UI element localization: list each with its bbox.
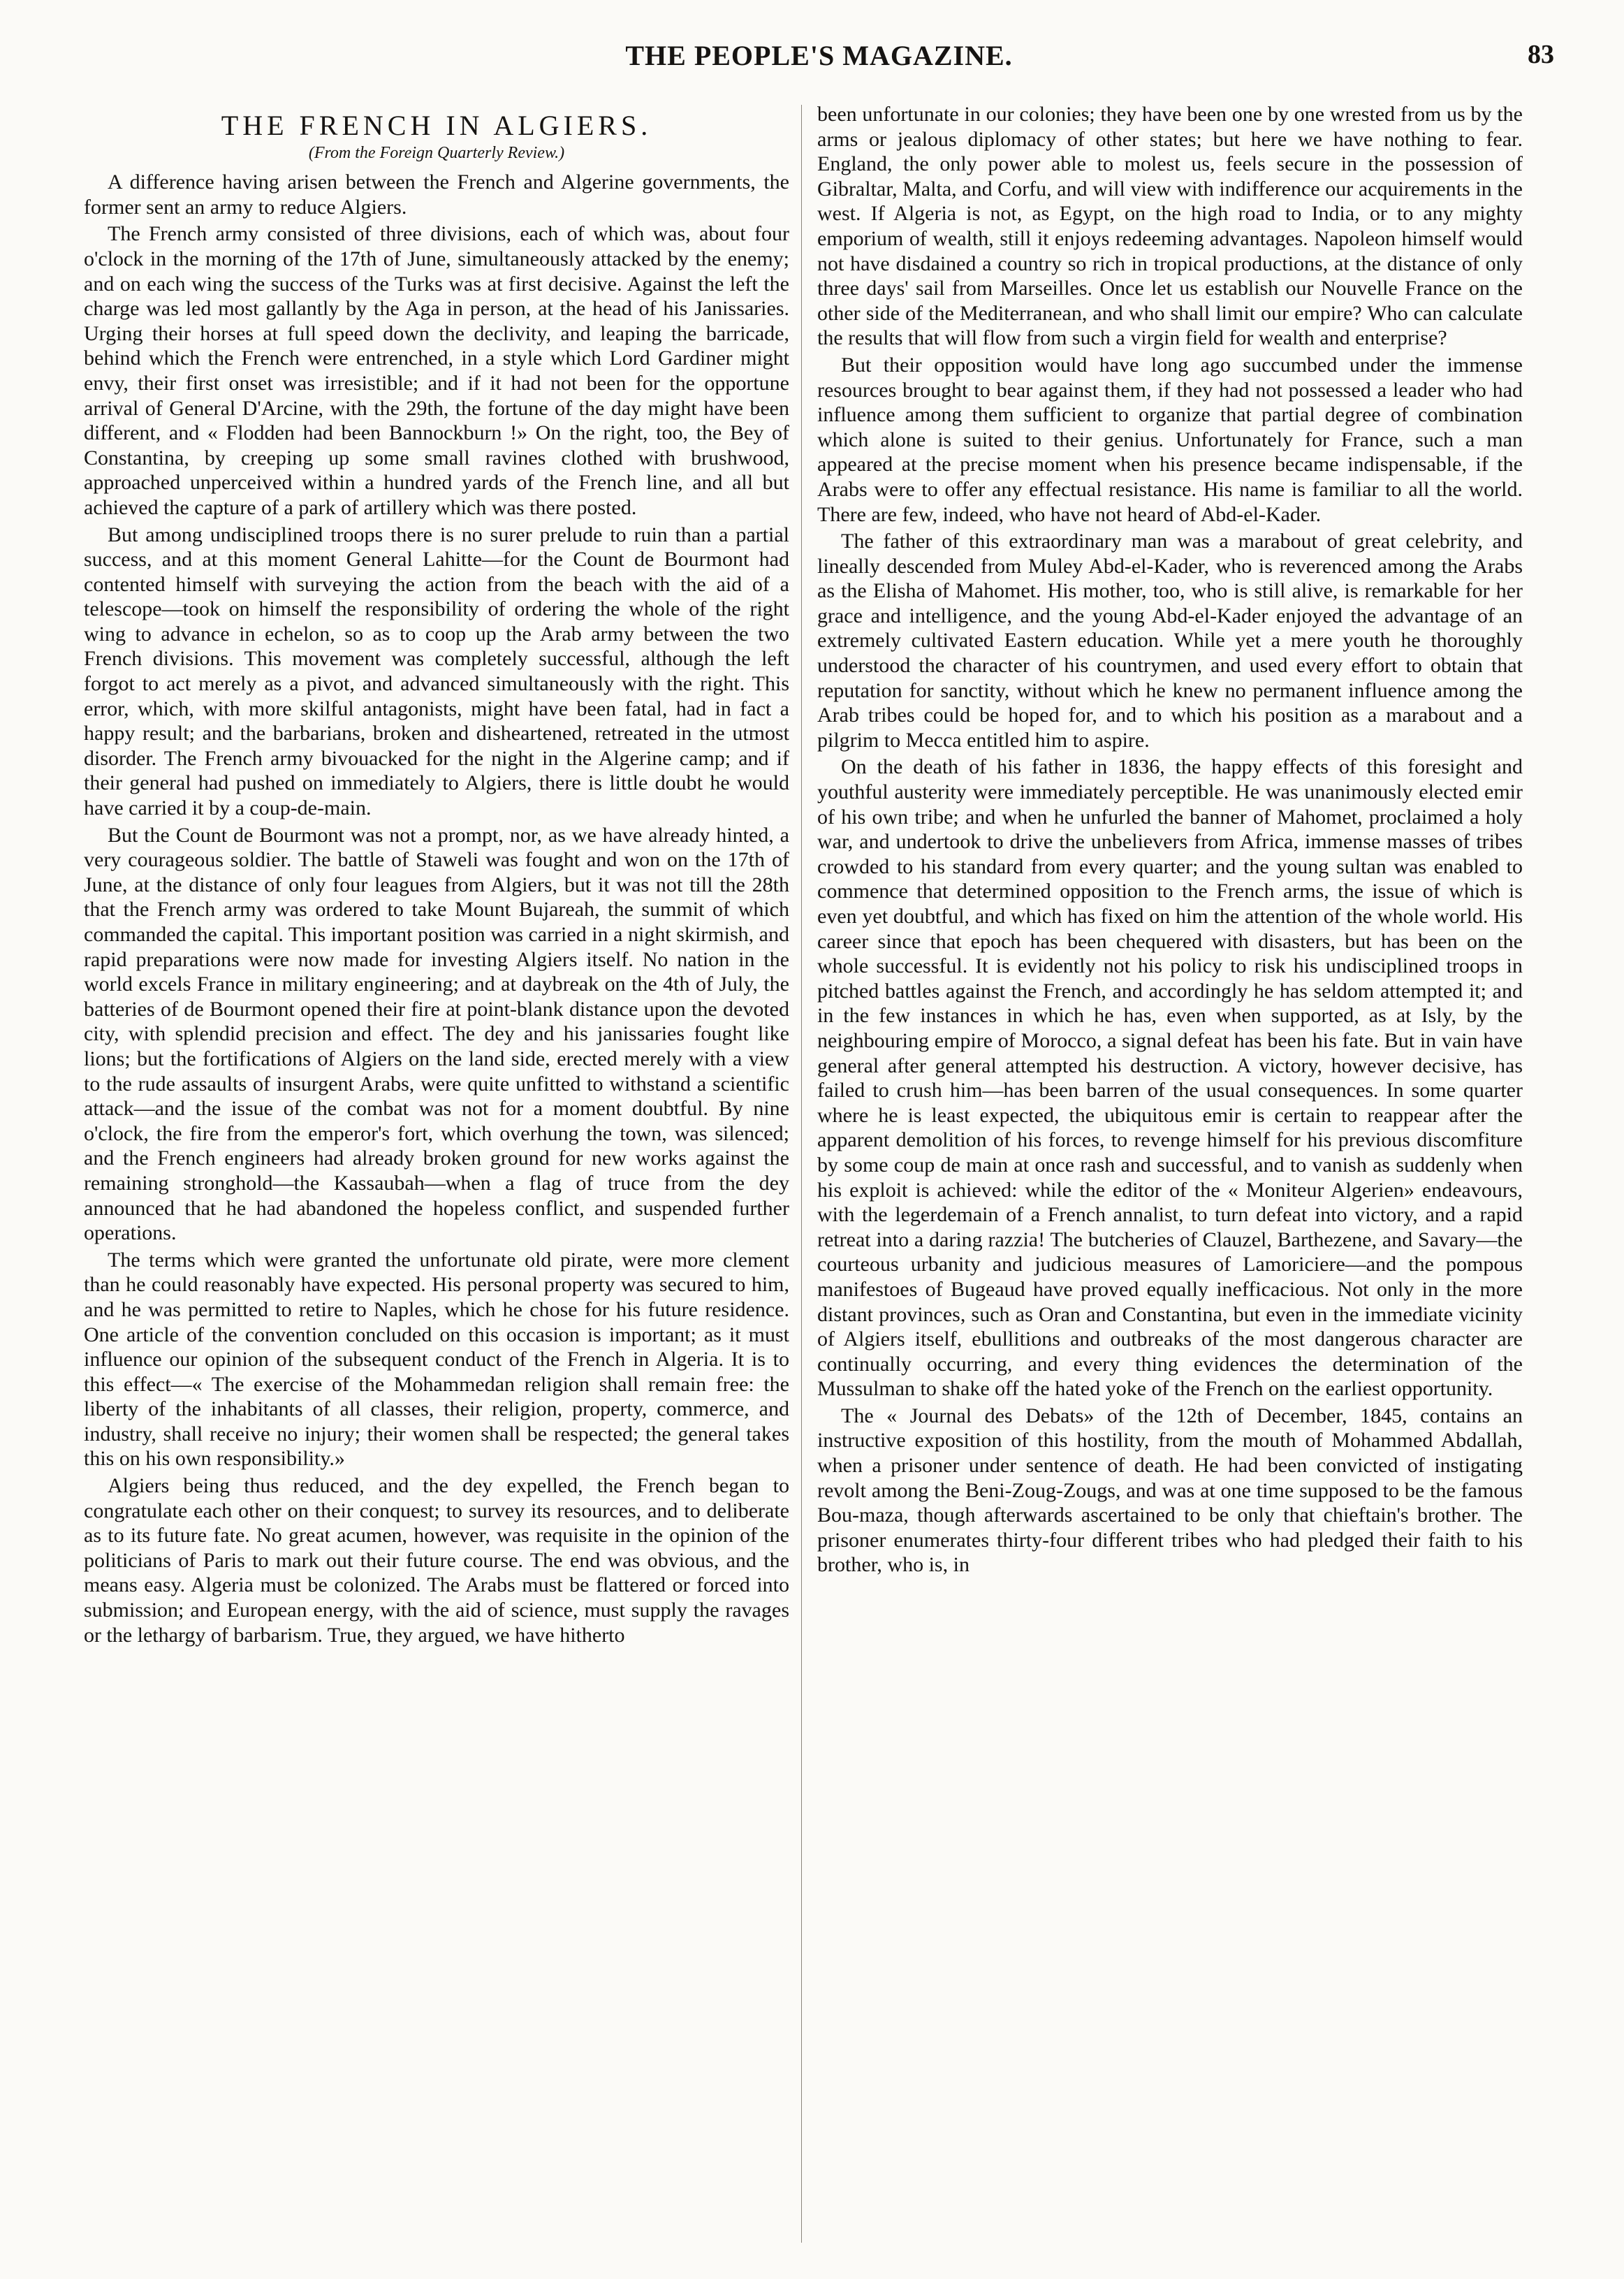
magazine-title: THE PEOPLE'S MAGAZINE. [625,40,1013,71]
column-divider [801,105,802,2243]
paragraph: On the death of his father in 1836, the happy effects of this foresight and youthful austerity were immediately perceptible. He was unanimously elected emir of his own tribe; and when he unfurled the banner of Mahomet, proclaimed a holy war, and undertook to drive the unbelievers from Africa, immense masses of tribes crowded to his standard from every quarter; and the young sultan was enabled to commence that determined opposition to the French arms, the issue of which is even yet doubtful, and which has fixed on him the attention of the whole world. His career since that epoch has been chequered with disasters, but has been on the whole successful. It is evidently not his policy to risk his undisciplined troops in pitched battles against the French, and accordingly he has seldom attempted it; and in the few instances in which he has, even when supported, as at Isly, by the neighbouring empire of Morocco, a signal defeat has been his fate. But in vain have general after general attempted his destruction. A victory, however decisive, has failed to crush him—has been barren of the usual consequences. In some quarter where he is least expected, the ubiquitous emir is certain to reappear after the apparent demolition of his forces, to revenge himself for his previous discomfiture by some coup de main at once rash and successful, and to vanish as suddenly when his exploit is achieved: while the editor of the « Moniteur Algerien» endeavours, with the legerdemain of a French annalist, to turn defeat into victory, and a rapid retreat into a daring razzia! The butcheries of Clauzel, Barthezene, and Savary—the courteous urbanity and judicious measures of Lamoriciere—and the pompous manifestoes of Bugeaud have proved equally inefficacious. Not only in the more distant provinces, such as Oran and Constantina, but even in the immediate vicinity of Algiers itself, ebullitions and outbreaks of the most dangerous character are continually occurring, and every thing evidences the determination of the Mussulman to shake off the hated yoke of the French on the earliest opportunity. [817,755,1523,1401]
paragraph: But their opposition would have long ago succumbed under the immense resources brought to bear against them, if they had not possessed a leader who had influence among them sufficient to organize that partial degree of combination which alone is suited to their genius. Unfortunately for France, such a man appeared at the precise moment when his presence became indispensable, if the Arabs were to offer any effectual resistance. His name is familiar to all the world. There are few, indeed, who have not heard of Abd-el-Kader. [817,353,1523,526]
page-number: 83 [1528,40,1554,69]
paragraph: Algiers being thus reduced, and the dey expelled, the French began to congratulate each other on their conquest; to survey its resources, and to deliberate as to its future fate. No great acumen, however, was requisite in the opinion of the politicians of Paris to mark out their future course. The end was obvious, and the means easy. Algeria must be colonized. The Arabs must be flattered or forced into submission; and European energy, with the aid of science, must supply the ravages or the lethargy of barbarism. True, they argued, we have hitherto [84,1474,789,1647]
running-head [84,39,1554,81]
left-column [84,105,789,1650]
paragraph: A difference having arisen between the French and Algerine governments, the former sent an army to reduce Algiers. [84,170,789,219]
paragraph: The French army consisted of three divisions, each of which was, about four o'clock in the morning of the 17th of June, simultaneously attacked by the enemy; and on each wing the success of the Turks was at first decisive. Against the left the charge was led most gallantly by the Aga in person, at the head of his Janissaries. Urging their horses at full speed down the declivity, and leaping the barricade, behind which the French were entrenched, in a style which Lord Gardiner might envy, their first onset was irresistible; and if it had not been for the opportune arrival of General D'Arcine, with the 29th, the fortune of the day might have been different, and « Flodden had been Bannockburn !» On the right, too, the Bey of Constantina, by creeping up some small ravines clothed with brushwood, approached unperceived within a hundred yards of the French line, and all but achieved the capture of a park of artillery which was there posted. [84,222,789,519]
paragraph: But the Count de Bourmont was not a prompt, nor, as we have already hinted, a very courageous soldier. The battle of Staweli was fought and won on the 17th of June, at the distance of only four leagues from Algiers, but it was not till the 28th that the French army was ordered to take Mount Bujareah, the summit of which commanded the capital. This important position was carried in a night skirmish, and rapid preparations were now made for investing Algiers itself. No nation in the world excels France in military engineering; and at daybreak on the 4th of July, the batteries of de Bourmont opened their fire at point-blank distance upon the devoted city, with splendid precision and effect. The dey and his janissaries fought like lions; but the fortifications of Algiers on the land side, erected merely with a view to the rude assaults of insurgent Arabs, were quite unfitted to withstand a scientific attack—and the issue of the combat was not for a moment doubtful. By nine o'clock, the fire from the emperor's fort, which overhung the town, was silenced; and the French engineers had already broken ground for new works against the remaining stronghold—the Kassaubah—when a flag of truce from the dey announced that he had abandoned the hopeless conflict, and suspended further operations. [84,823,789,1245]
right-column [817,102,1523,1580]
paragraph: The terms which were granted the unfortunate old pirate, were more clement than he could reasonably have expected. His personal property was secured to him, and he was permitted to retire to Naples, which he chose for his future residence. One article of the convention concluded on this occasion is important; as it must influence our opinion of the subsequent conduct of the French in Algeria. It is to this effect—« The exercise of the Mohammedan religion shall remain free: the liberty of the inhabitants of all classes, their religion, property, commerce, and industry, shall receive no injury; their women shall be respected; the general takes this on his own responsibility.» [84,1248,789,1471]
paragraph: But among undisciplined troops there is no surer prelude to ruin than a partial success, and at this moment General Lahitte—for the Count de Bourmont had contented himself with surveying the action from the beach with the aid of a telescope—took on himself the responsibility of ordering the whole of the right wing to advance in echelon, so as to coop up the Arab army between the two French divisions. This movement was completely successful, although the left forgot to act merely as a pivot, and advanced simultaneously with the right. This error, which, with more skilful antagonists, might have been fatal, had in fact a happy result; and the barbarians, broken and disheartened, retreated in the utmost disorder. The French army bivouacked for the night in the Algerine camp; and if their general had pushed on immediately to Algiers, there is little doubt he would have carried it by a coup-de-main. [84,523,789,820]
paragraph: The father of this extraordinary man was a marabout of great celebrity, and lineally descended from Muley Abd-el-Kader, who is reverenced among the Arabs as the Elisha of Mahomet. His mother, too, who is still alive, is remarkable for her grace and intelligence, and the young Abd-el-Kader enjoyed the advantage of an extremely cultivated Eastern education. While yet a mere youth he thoroughly understood the character of his countrymen, and used every effort to obtain that reputation for sanctity, without which he knew no permanent influence among the Arab tribes could be hoped for, and to which his position as a marabout and a pilgrim to Mecca entitled him to aspire. [817,530,1523,752]
article-source: (From the Foreign Quarterly Review.) [308,143,565,162]
paragraph: The « Journal des Debats» of the 12th of December, 1845, contains an instructive exposition of this hostility, from the mouth of Mohammed Abdallah, when a prisoner under sentence of death. He had been convicted of instigating revolt among the Beni-Zoug-Zougs, and was at one time supposed to be the famous Bou-maza, though afterwards ascertained to be only that chieftain's brother. The prisoner enumerates thirty-four different tribes who had pledged their faith to his brother, who is, in [817,1404,1523,1577]
paragraph: been unfortunate in our colonies; they have been one by one wrested from us by the arms or jealous diplomacy of other states; but here we have nothing to fear. England, the only power able to molest us, feels secure in the possession of Gibraltar, Malta, and Corfu, and will view with indifference our acquirements in the west. If Algeria is not, as Egypt, on the high road to India, or to any mighty emporium of wealth, still it enjoys redeeming advantages. Napoleon himself would not have disdained a country so rich in tropical productions, at the distance of only three days' sail from Marseilles. Once let us establish our Nouvelle France on the other side of the Mediterranean, and who shall limit our empire? Who can calculate the results that will flow from such a virgin field for wealth and enterprise? [817,103,1523,350]
article-title: THE FRENCH IN ALGIERS. [221,110,652,141]
